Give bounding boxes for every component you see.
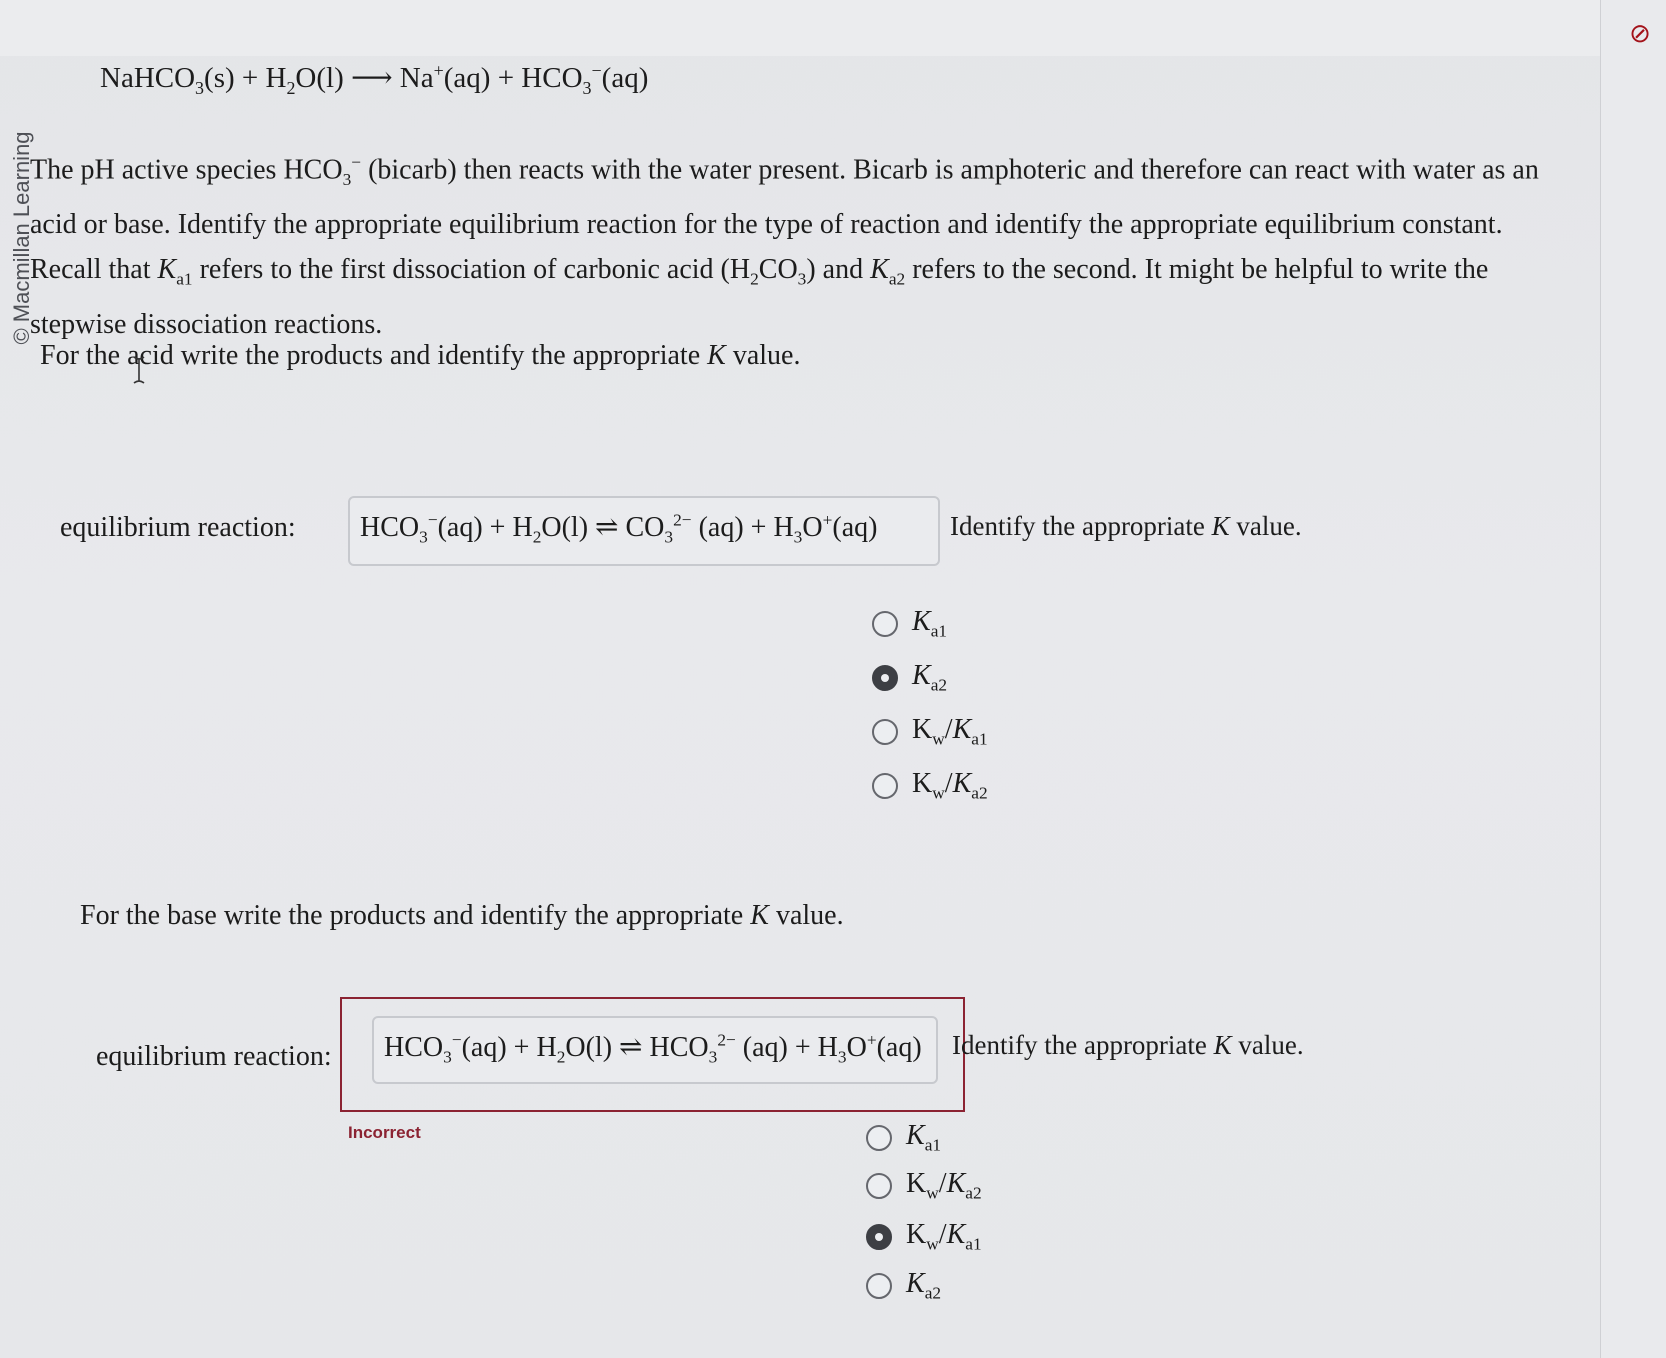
base-option-kw-ka2[interactable]: $K_w/K_{a2}$ [866, 1168, 982, 1204]
acid-option-kw-ka1[interactable]: $K_w/K_{a1}$ [872, 714, 988, 750]
acid-prompt: For the acid write the products and identify the appropriate K value. [40, 340, 801, 371]
intro-paragraph: The pH active species $HCO_3^-$ (bicarb) then reacts with the water present. Bicarb is amphoteric and therefore can react with water as an acid or base. Identify the appropriate equilibrium reaction for the type of reaction and identify the appropriate equilibrium constant. Recall that $K_{a1}$ refers to the first dissociation of carbonic acid $(H_2CO_3)$ and $K_{a2}$ refers to the second. It might be helpful to write the stepwise dissociation reactions. [30, 153, 1539, 340]
acid-equation-input[interactable]: $HCO_3^-(aq) + H_2O(l)$ ⇌ $CO_3^{2-}$ $(aq) + H_3O^+(aq)$ [348, 496, 940, 566]
radio-icon[interactable] [866, 1273, 892, 1299]
base-equation-input[interactable]: $HCO_3^-(aq) + H_2O(l)$ ⇌ $HCO_3^{2-}$ $(aq) + H_3O^+(aq)$ [372, 1016, 938, 1084]
reaction-top: NaHCO$_3$(s) + $H_2O(l)$ ⟶ $Na^+(aq) + HCO_3^-(aq)$ [100, 60, 649, 98]
radio-selected-icon[interactable] [872, 665, 898, 691]
base-prompt: For the base write the products and identify the appropriate K value. [80, 900, 844, 931]
base-eq-label: equilibrium reaction: [96, 1041, 332, 1072]
radio-icon[interactable] [872, 773, 898, 799]
acid-option-ka2[interactable]: $K_{a2}$ [872, 660, 947, 696]
radio-icon[interactable] [872, 719, 898, 745]
acid-k-prompt: Identify the appropriate K value. [950, 511, 1302, 541]
acid-option-ka1[interactable]: $K_{a1}$ [872, 606, 947, 642]
right-panel [1600, 0, 1666, 1358]
not-allowed-icon[interactable]: ⊘ [1629, 19, 1651, 49]
text-cursor-icon [132, 355, 146, 385]
base-k-prompt: Identify the appropriate K value. [952, 1030, 1304, 1060]
base-option-ka1[interactable]: $K_{a1}$ [866, 1120, 941, 1156]
acid-option-kw-ka2[interactable]: $K_w/K_{a2}$ [872, 768, 988, 804]
radio-icon[interactable] [866, 1173, 892, 1199]
watermark: © Macmillan Learning [9, 131, 34, 345]
radio-icon[interactable] [866, 1125, 892, 1151]
top-strip [0, 0, 1600, 56]
incorrect-label: Incorrect [348, 1123, 421, 1142]
radio-icon[interactable] [872, 611, 898, 637]
acid-eq-label: equilibrium reaction: [60, 512, 296, 543]
radio-selected-icon[interactable] [866, 1224, 892, 1250]
base-option-ka2[interactable]: $K_{a2}$ [866, 1268, 941, 1304]
base-option-kw-ka1[interactable]: $K_w/K_{a1}$ [866, 1219, 982, 1255]
